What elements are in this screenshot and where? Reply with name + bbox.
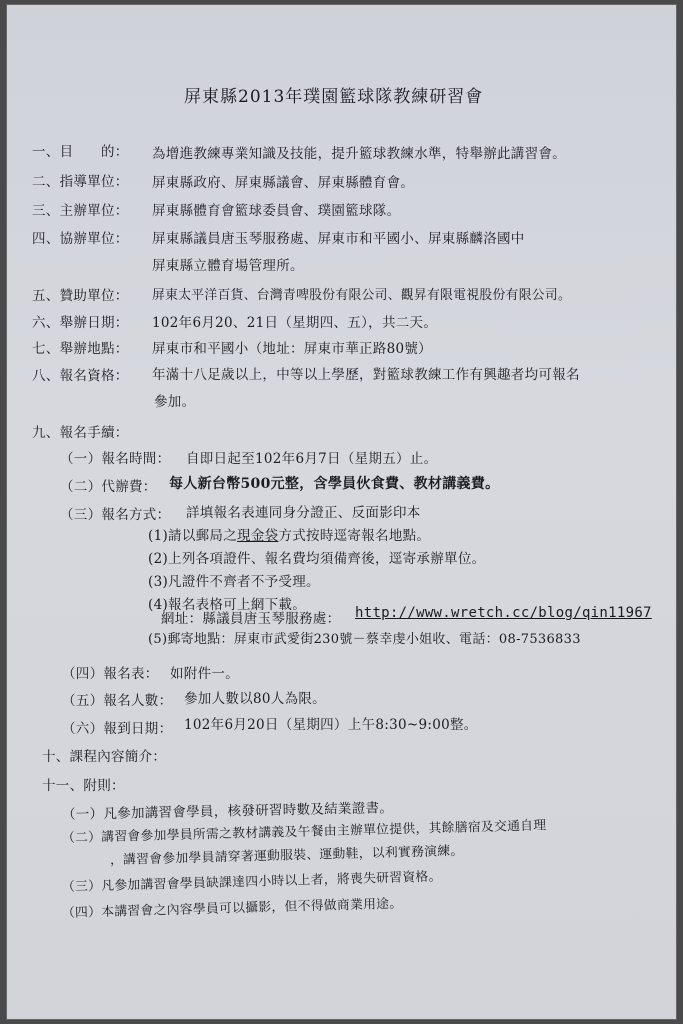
- step-1-suffix: 方式按時逕寄報名地點。: [278, 528, 431, 544]
- item-11-label: 十一、附則：: [42, 778, 125, 794]
- item-2-label: 二、指導單位：: [32, 174, 129, 190]
- item-5-label: 五、贊助單位：: [32, 288, 129, 304]
- reg-3-step-5: (5)郵寄地點：屏東市武愛街230號－蔡幸虔小姐收、電話：08-7536833: [148, 632, 581, 647]
- item-4-label: 四、協辦單位：: [32, 231, 129, 247]
- item-4-text-cont: 屏東縣立體育場管理所。: [152, 258, 304, 274]
- appendix-2-cont: ，講習會參加學員請穿著運動服裝、運動鞋，以利實務演練。: [109, 843, 464, 868]
- step-1-prefix: (1)請以郵局之: [148, 528, 238, 544]
- reg-3-step-2: (2)上列各項證件、報名費均須備齊後，逕寄承辦單位。: [148, 551, 486, 567]
- reg-6-text: 102年6月20日（星期四）上午8:30~9:00整。: [184, 717, 478, 733]
- item-5-text: 屏東太平洋百貨、台灣青啤股份有限公司、觀昇有限電視股份有限公司。: [152, 288, 572, 303]
- reg-1-text: 自即日起至102年6月7日（星期五）止。: [186, 451, 438, 467]
- appendix-3: （三）凡參加講習會學員缺課達四小時以上者，將喪失研習資格。: [61, 869, 442, 895]
- item-6-text: 102年6月20、21日（星期四、五），共二天。: [152, 315, 438, 331]
- item-8-label: 八、報名資格：: [32, 368, 129, 384]
- item-4-text: 屏東縣議員唐玉琴服務處、屏東市和平國小、屏東縣麟洛國中: [152, 231, 525, 247]
- item-8-text: 年滿十八足歲以上，中等以上學歷，對籃球教練工作有興趣者均可報名: [152, 367, 580, 383]
- reg-3-step-3: (3)凡證件不齊者不予受理。: [148, 574, 320, 590]
- reg-2-text: 每人新台幣500元整，含學員伙食費、教材講義費。: [169, 476, 500, 492]
- appendix-2: （二）講習會參加學員所需之教材講義及午餐由主辦單位提供，其餘膳宿及交通自理: [61, 818, 547, 846]
- step-1-underlined: 現金袋: [237, 528, 279, 544]
- reg-4-text: 如附件一。: [170, 666, 239, 682]
- reg-3-website-label: 網址：縣議員唐玉琴服務處：: [161, 611, 341, 627]
- reg-4-label: （四）報名表：: [62, 666, 159, 682]
- reg-3-step-4: (4)報名表格可上網下載。: [148, 597, 307, 613]
- item-9-label: 九、報名手續：: [32, 425, 129, 441]
- item-3-label: 三、主辦單位：: [32, 203, 129, 219]
- item-8-text-cont: 參加。: [154, 394, 196, 410]
- reg-5-text: 參加人數以80人為限。: [184, 691, 326, 707]
- document-page: [6, 4, 677, 1020]
- item-6-label: 六、舉辦日期：: [32, 315, 129, 331]
- item-7-label: 七、舉辦地點：: [32, 341, 129, 357]
- item-1-text: 為增進教練專業知識及技能，提升籃球教練水準，特舉辦此講習會。: [152, 146, 566, 162]
- reg-3-text: 詳填報名表連同身分證正、反面影印本: [186, 505, 421, 521]
- item-10-label: 十、課程內容簡介：: [42, 749, 167, 765]
- item-7-text: 屏東市和平國小（地址：屏東市華正路80號）: [152, 341, 432, 357]
- reg-6-label: （六）報到日期：: [62, 721, 173, 737]
- reg-3-label: （三）報名方式：: [60, 507, 171, 523]
- appendix-4: （四）本講習會之內容學員可以攝影，但不得做商業用途。: [61, 896, 403, 921]
- reg-3-step-1: [148, 527, 430, 545]
- website-link[interactable]: http://www.wretch.cc/blog/qin11967: [355, 605, 652, 621]
- appendix-1: （一）凡參加講習會學員，核發研習時數及結業證書。: [61, 800, 394, 823]
- reg-1-label: （一）報名時間：: [60, 451, 171, 467]
- item-3-text: 屏東縣體育會籃球委員會、璞園籃球隊。: [152, 203, 401, 219]
- item-1-label: 一、目 的：: [32, 144, 129, 160]
- reg-5-label: （五）報名人數：: [62, 693, 173, 709]
- document-title: 屏東縣2013年璞園籃球隊教練研習會: [184, 87, 484, 107]
- item-2-text: 屏東縣政府、屏東縣議會、屏東縣體育會。: [152, 175, 415, 191]
- reg-2-label: （二）代辦費：: [60, 479, 157, 495]
